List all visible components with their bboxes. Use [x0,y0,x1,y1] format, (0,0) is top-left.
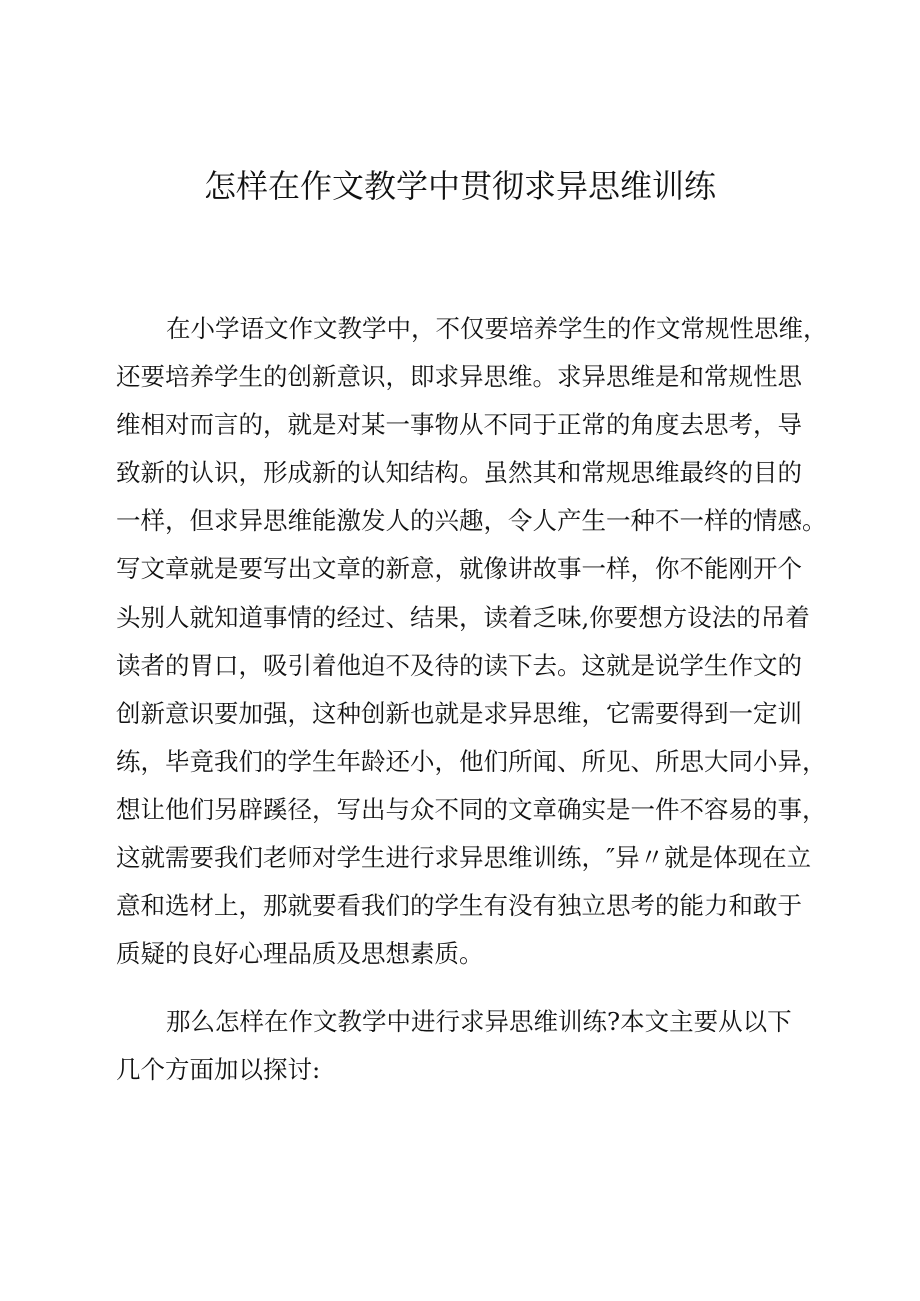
paragraph-line: 致新的认识，形成新的认知结构。虽然其和常规思维最终的目的 [116,458,802,488]
paragraph-1 [116,305,828,978]
paragraph-line: 意和选材上，那就要看我们的学生有没有独立思考的能力和敢于 [116,891,802,921]
paragraph-line: 那么怎样在作文教学中进行求异思维训练?本文主要从以下 [166,1007,792,1036]
paragraph-line: 练，毕竟我们的学生年龄还小，他们所闻、所见、所思大同小异， [116,746,827,776]
paragraph-line: 创新意识要加强，这种创新也就是求异思维，它需要得到一定训 [116,698,802,728]
paragraph-line: 读者的胃口，吸引着他迫不及待的读下去。这就是说学生作文的 [116,650,802,680]
paragraph-line: 在小学语文作文教学中，不仅要培养学生的作文常规性思维， [166,314,828,343]
paragraph-line: 维相对而言的，就是对某一事物从不同于正常的角度去思考，导 [116,410,802,440]
paragraph-line: 这就需要我们老师对学生进行求异思维训练，″异〃就是体现在立 [116,843,812,873]
document-title: 怎样在作文教学中贯彻求异思维训练 [203,167,716,205]
paragraph-2 [116,998,828,1094]
paragraph-line: 想让他们另辟蹊径，写出与众不同的文章确实是一件不容易的事， [116,794,827,824]
paragraph-line: 头别人就知道事情的经过、结果，读着乏味,你要想方设法的吊着 [116,602,810,632]
paragraph-line: 还要培养学生的创新意识，即求异思维。求异思维是和常规性思 [116,362,802,392]
paragraph-line: 一样，但求异思维能激发人的兴趣，令人产生一种不一样的情感。 [116,506,827,536]
paragraph-line: 几个方面加以探讨: [116,1055,321,1085]
paragraph-line: 质疑的良好心理品质及思想素质。 [116,939,484,969]
paragraph-line: 写文章就是要写出文章的新意，就像讲故事一样，你不能刚开个 [116,554,802,584]
